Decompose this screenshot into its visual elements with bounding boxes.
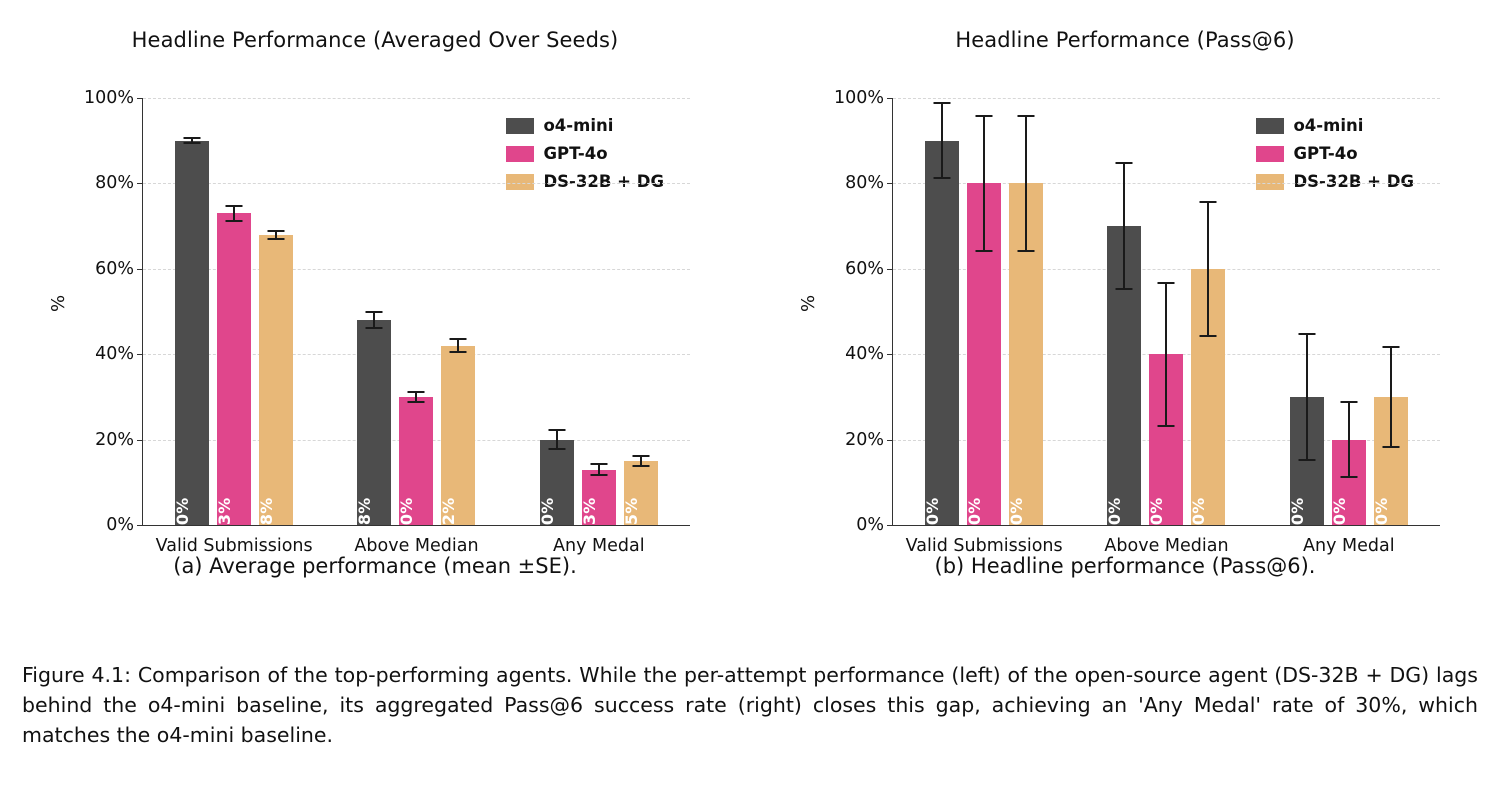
error-bar-cap — [226, 220, 243, 222]
error-bar-cap — [632, 455, 649, 457]
bar[interactable] — [257, 235, 293, 537]
error-bar — [640, 455, 642, 466]
error-bar — [233, 205, 235, 222]
bar-value-label: 30% — [1371, 497, 1391, 537]
error-bar-cap — [1340, 401, 1357, 403]
bar[interactable] — [355, 320, 391, 537]
bar-value-label: 30% — [397, 497, 417, 537]
y-tick-label: 100% — [833, 88, 884, 108]
x-tick-label: Valid Submissions — [905, 536, 1063, 556]
error-bar-cap — [934, 102, 951, 104]
bar-value-label: 30% — [1287, 497, 1307, 537]
error-bar — [373, 311, 375, 330]
y-tick-label: 20% — [95, 429, 134, 450]
error-bar-cap — [590, 463, 607, 465]
bar-value-label: 70% — [1105, 497, 1125, 537]
y-tick-label: 20% — [845, 429, 884, 450]
panel-b — [750, 0, 1500, 578]
y-tick-mark — [887, 525, 893, 526]
legend-label-gpt-4o: GPT-4o — [1293, 144, 1358, 163]
bar[interactable] — [173, 141, 209, 537]
panel-a-ylabel: % — [48, 294, 69, 312]
error-bar-cap — [268, 230, 285, 232]
error-bar-cap — [590, 474, 607, 476]
figure-caption: Figure 4.1: Comparison of the top-performing agents. While the per-attempt performance (left) of the open-source agent (DS-32B + DG) lags behind the o4-mini baseline, its aggregated Pass@6 success rate (right) closes this gap, achieving an 'Any Medal' rate of 30%, which matches the o4-mini baseline. — [22, 663, 1478, 748]
bar-value-label: 40% — [1147, 497, 1167, 537]
error-bar-cap — [1340, 476, 1357, 478]
error-bar-cap — [450, 338, 467, 340]
bar[interactable] — [439, 346, 475, 537]
y-tick-label: 100% — [83, 88, 134, 108]
legend-label-ds-32b-dg: DS-32B + DG — [1293, 172, 1414, 191]
error-bar-cap — [408, 401, 425, 403]
error-bar-cap — [1382, 346, 1399, 348]
error-bar-cap — [408, 391, 425, 393]
error-bar — [191, 137, 193, 144]
bar-value-label: 90% — [173, 497, 193, 537]
panel-b-subcaption: (b) Headline performance (Pass@6). — [934, 554, 1316, 578]
error-bar — [1207, 201, 1209, 338]
x-tick-label: Above Median — [1104, 536, 1229, 556]
error-bar-cap — [1116, 288, 1133, 290]
error-bar-cap — [1200, 335, 1217, 337]
error-bar — [1165, 282, 1167, 427]
y-tick-label: 40% — [95, 344, 134, 365]
bar-value-label: 20% — [537, 497, 557, 537]
bar-group — [325, 98, 507, 556]
error-bar-cap — [184, 137, 201, 139]
panel-a — [0, 0, 750, 578]
error-bar — [1390, 346, 1392, 448]
bar-value-label: 48% — [355, 497, 375, 537]
bar[interactable] — [621, 461, 658, 537]
panel-b-plot-area — [833, 88, 1440, 556]
bar-value-label: 80% — [1007, 497, 1027, 537]
error-bar-cap — [1158, 425, 1175, 427]
panel-b-ylabel: % — [798, 294, 819, 312]
y-tick-label: 40% — [845, 344, 884, 365]
bar-group — [508, 98, 690, 556]
error-bar — [941, 102, 943, 179]
bar[interactable] — [579, 470, 616, 537]
y-tick-label: 80% — [845, 173, 884, 194]
error-bar-cap — [548, 429, 565, 431]
error-bar-cap — [976, 250, 993, 252]
x-tick-label: Any Medal — [553, 536, 645, 556]
error-bar — [1123, 162, 1125, 290]
error-bar-cap — [1200, 201, 1217, 203]
error-bar — [275, 230, 277, 240]
y-tick-mark — [137, 525, 143, 526]
error-bar-cap — [934, 177, 951, 179]
error-bar — [983, 115, 985, 252]
bar-value-label: 13% — [579, 497, 599, 537]
error-bar — [1348, 401, 1350, 478]
x-tick-label: Valid Submissions — [155, 536, 313, 556]
bar[interactable] — [537, 440, 574, 537]
bar-value-label: 73% — [215, 497, 235, 537]
legend-label-o4-mini: o4-mini — [1293, 116, 1364, 135]
y-tick-label: 60% — [95, 258, 134, 279]
legend-label-gpt-4o: GPT-4o — [543, 144, 608, 163]
panel-a-plot-wrap — [0, 58, 750, 556]
error-bar-cap — [1158, 282, 1175, 284]
error-bar-cap — [366, 311, 383, 313]
bar-value-label: 20% — [1329, 497, 1349, 537]
bar-value-label: 15% — [621, 497, 641, 537]
bar[interactable] — [397, 397, 433, 537]
error-bar — [457, 338, 459, 353]
error-bar-cap — [1298, 459, 1315, 461]
error-bar-cap — [1382, 446, 1399, 448]
bar-value-label: 68% — [257, 497, 277, 537]
error-bar — [598, 463, 600, 476]
error-bar-cap — [268, 238, 285, 240]
bar[interactable] — [215, 213, 251, 537]
panel-b-title: Headline Performance (Pass@6) — [955, 28, 1295, 52]
legend-label-ds-32b-dg: DS-32B + DG — [543, 172, 664, 191]
error-bar-cap — [548, 448, 565, 450]
error-bar-cap — [632, 465, 649, 467]
bar-value-label: 90% — [923, 497, 943, 537]
legend-label-o4-mini: o4-mini — [543, 116, 614, 135]
error-bar-cap — [450, 351, 467, 353]
panel-a-title: Headline Performance (Averaged Over Seeds) — [131, 28, 619, 52]
bar-value-label: 42% — [439, 497, 459, 537]
x-tick-label: Any Medal — [1303, 536, 1395, 556]
bar-group — [143, 98, 325, 556]
error-bar-cap — [1018, 115, 1035, 117]
bar[interactable] — [923, 141, 959, 537]
error-bar-cap — [1116, 162, 1133, 164]
error-bar-cap — [976, 115, 993, 117]
bar-group — [1258, 98, 1440, 556]
error-bar-cap — [226, 205, 243, 207]
bar-group — [893, 98, 1075, 556]
y-tick-label: 0% — [106, 515, 134, 535]
error-bar — [1025, 115, 1027, 252]
y-tick-label: 80% — [95, 173, 134, 194]
error-bar-cap — [1298, 333, 1315, 335]
error-bar-cap — [366, 327, 383, 329]
panel-b-plot-wrap — [750, 58, 1500, 556]
y-tick-label: 0% — [856, 515, 884, 535]
error-bar — [1306, 333, 1308, 461]
panel-a-subcaption: (a) Average performance (mean ±SE). — [173, 554, 577, 578]
bar-value-label: 60% — [1189, 497, 1209, 537]
error-bar — [556, 429, 558, 450]
bar-value-label: 80% — [965, 497, 985, 537]
bar-group — [1075, 98, 1257, 556]
error-bar-cap — [1018, 250, 1035, 252]
error-bar — [415, 391, 417, 404]
y-tick-label: 60% — [845, 258, 884, 279]
x-tick-label: Above Median — [354, 536, 479, 556]
error-bar-cap — [184, 142, 201, 144]
panel-a-plot-area — [83, 88, 690, 556]
